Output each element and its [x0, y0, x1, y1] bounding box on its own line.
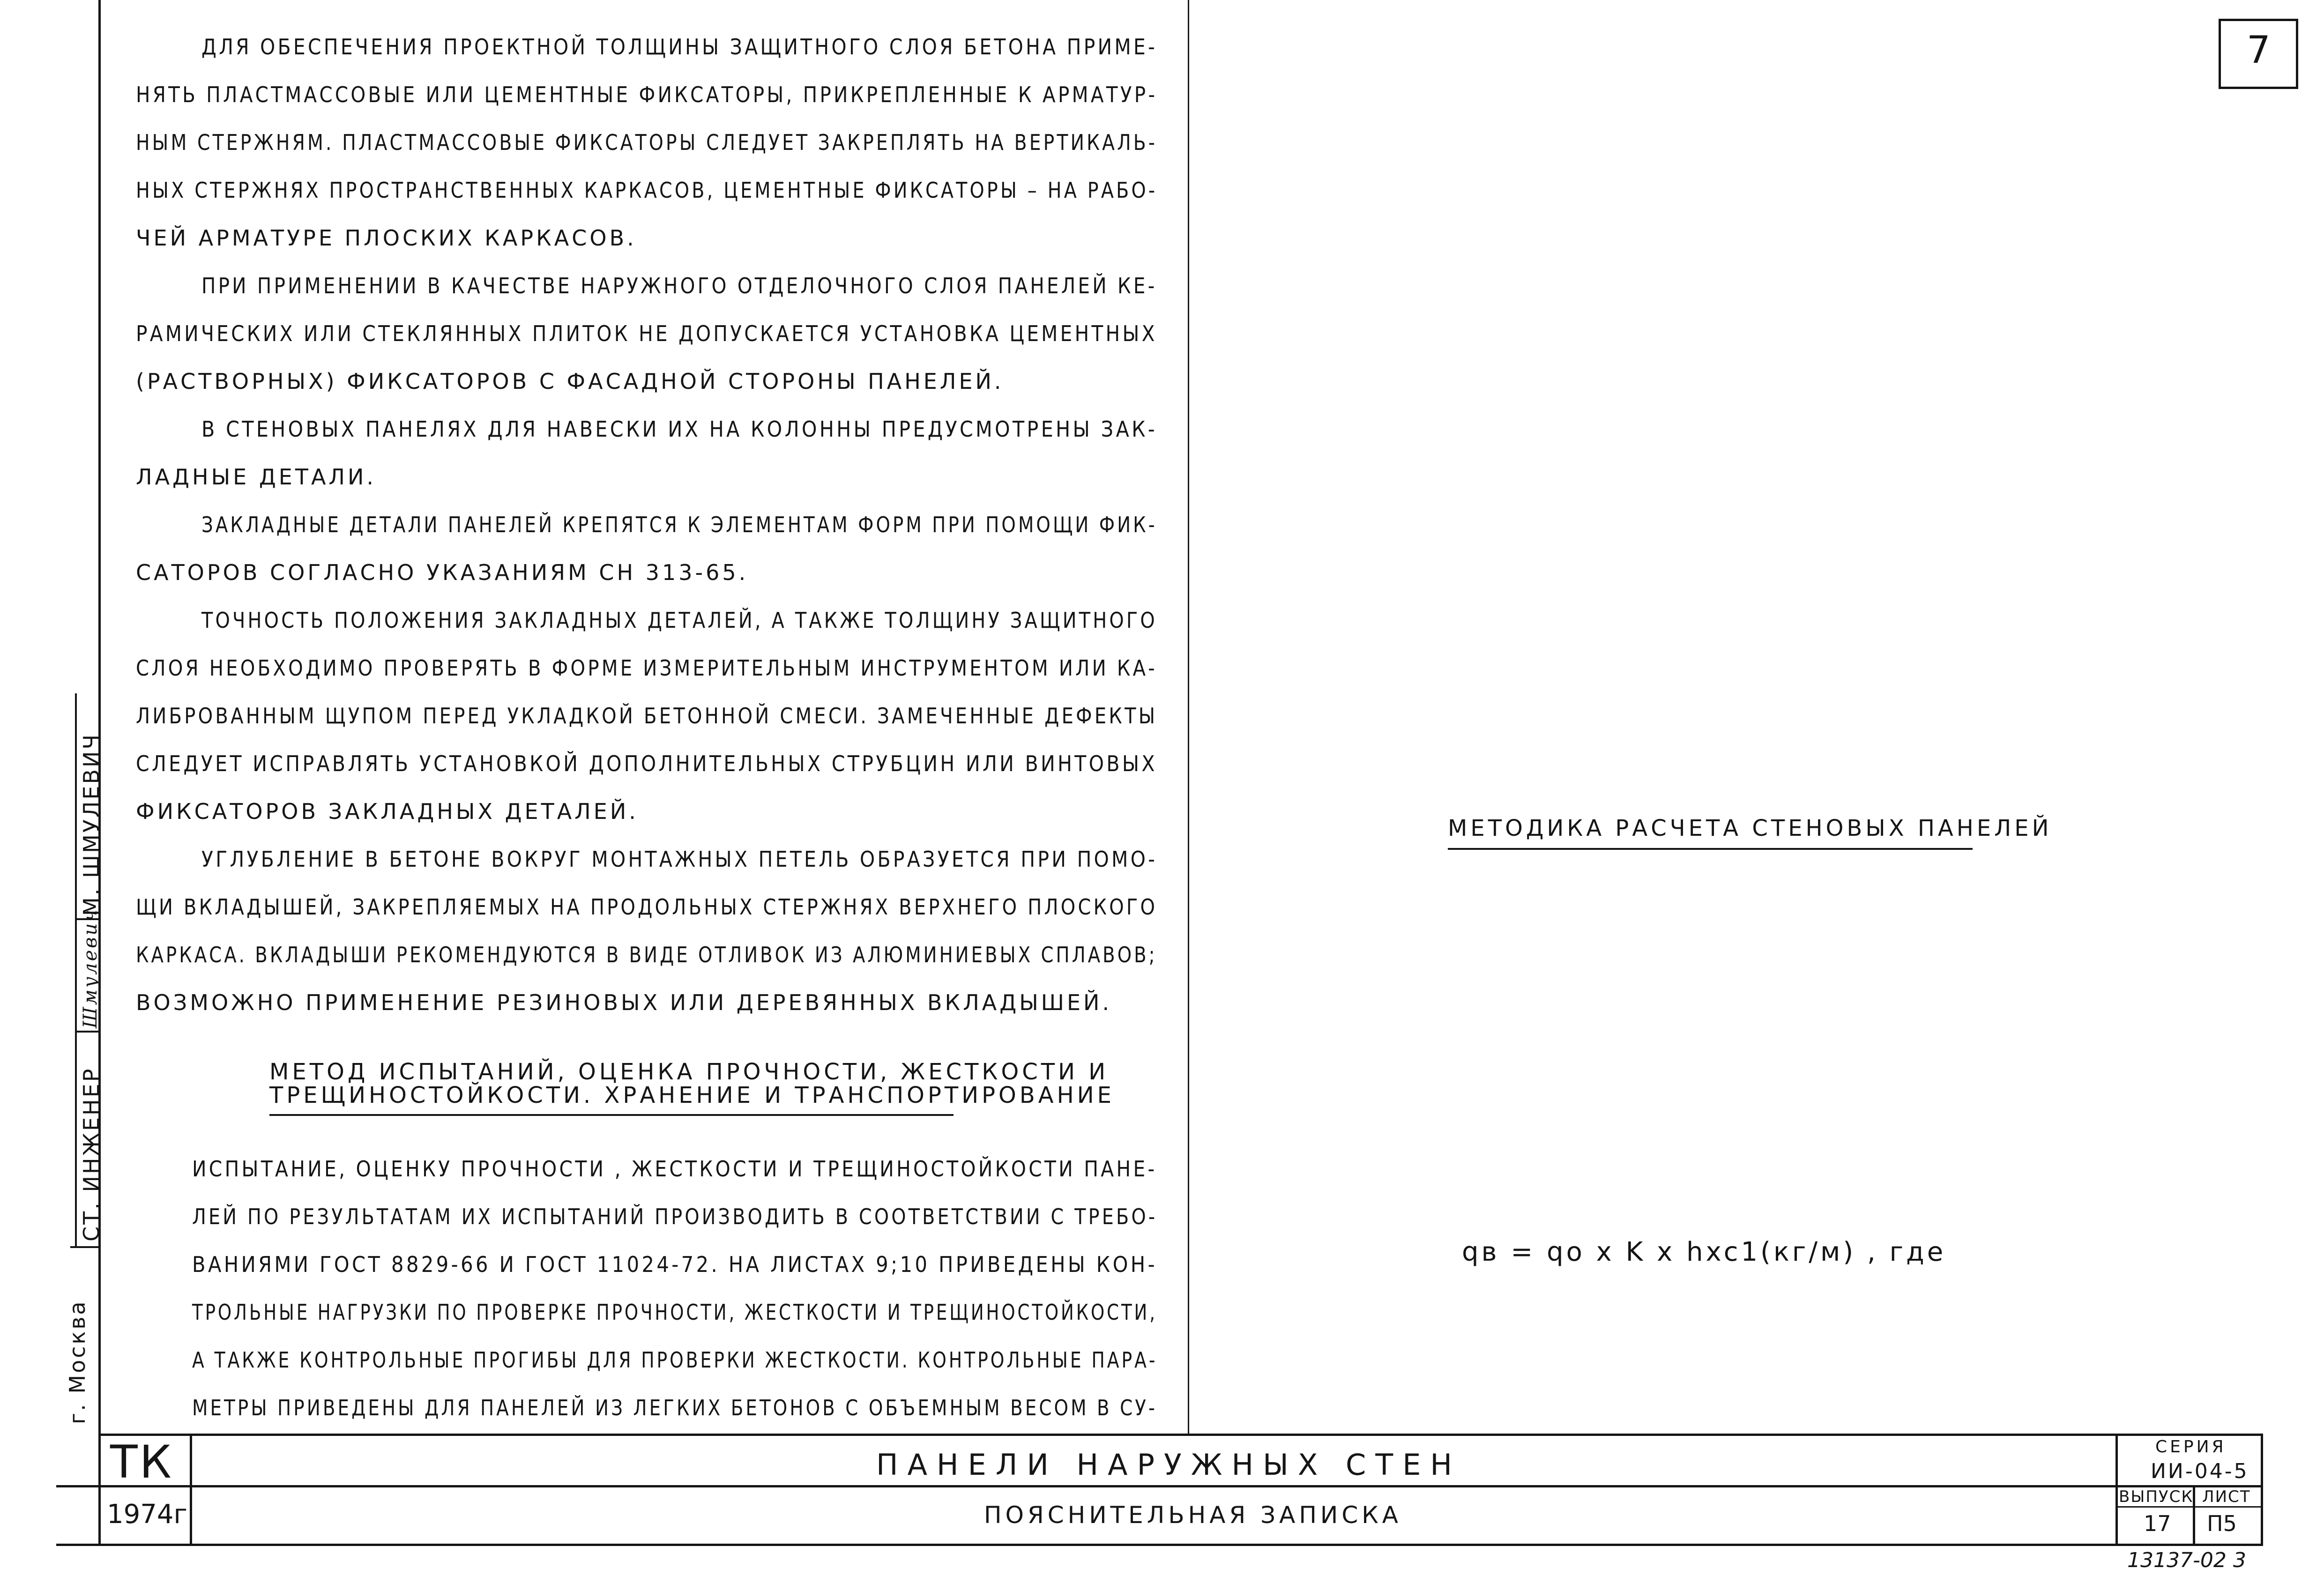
left-column-line: НЫХ СТЕРЖНЯХ ПРОСТРАНСТВЕННЫХ КАРКАСОВ, ЦЕМЕНТНЫЕ ФИКСАТОРЫ – НА РАБО- [136, 178, 1158, 203]
left-column-line: НЫМ СТЕРЖНЯМ. ПЛАСТМАССОВЫЕ ФИКСАТОРЫ СЛЕДУЕТ ЗАКРЕПЛЯТЬ НА ВЕРТИКАЛЬ- [136, 130, 1158, 155]
left-column-2-line: А ТАКЖЕ КОНТРОЛЬНЫЕ ПРОГИБЫ ДЛЯ ПРОВЕРКИ ЖЕСТКОСТИ. КОНТРОЛЬНЫЕ ПАРА- [192, 1347, 1158, 1373]
title-block-series-divider [2115, 1434, 2118, 1546]
left-column-line: ЧЕЙ АРМАТУРЕ ПЛОСКИХ КАРКАСОВ. [136, 225, 637, 251]
left-section-heading-line2: ТРЕЩИНОСТОЙКОСТИ. ХРАНЕНИЕ И ТРАНСПОРТИРОВАНИЕ [269, 1082, 1115, 1108]
left-column-line: В СТЕНОВЫХ ПАНЕЛЯХ ДЛЯ НАВЕСКИ ИХ НА КОЛОННЫ ПРЕДУСМОТРЕНЫ ЗАК- [201, 416, 1158, 442]
left-column-line: САТОРОВ СОГЛАСНО УКАЗАНИЯМ СН 313-65. [136, 560, 749, 585]
left-column-line: УГЛУБЛЕНИЕ В БЕТОНЕ ВОКРУГ МОНТАЖНЫХ ПЕТЕЛЬ ОБРАЗУЕТСЯ ПРИ ПОМО- [201, 847, 1158, 872]
left-column-line: ЩИ ВКЛАДЫШЕЙ, ЗАКРЕПЛЯЕМЫХ НА ПРОДОЛЬНЫХ СТЕРЖНЯХ ВЕРХНЕГО ПЛОСКОГО [136, 894, 1158, 920]
left-column-2-line: ЛЕЙ ПО РЕЗУЛЬТАТАМ ИХ ИСПЫТАНИЙ ПРОИЗВОДИТЬ В СООТВЕТСТВИИ С ТРЕБО- [192, 1204, 1158, 1229]
year: 1974г [107, 1499, 187, 1530]
left-column-line: ЗАКЛАДНЫЕ ДЕТАЛИ ПАНЕЛЕЙ КРЕПЯТСЯ К ЭЛЕМЕНТАМ ФОРМ ПРИ ПОМОЩИ ФИК- [201, 512, 1157, 537]
left-column-line: ДЛЯ ОБЕСПЕЧЕНИЯ ПРОЕКТНОЙ ТОЛЩИНЫ ЗАЩИТНОГО СЛОЯ БЕТОНА ПРИМЕ- [201, 34, 1158, 59]
stamp-city: г. Москва [65, 1300, 90, 1424]
sheet-value: П5 [2207, 1511, 2237, 1536]
issue-value: 17 [2144, 1511, 2171, 1536]
left-column-2-line: ВАНИЯМИ ГОСТ 8829-66 И ГОСТ 11024-72. НА ЛИСТАХ 9;10 ПРИВЕДЕНЫ КОН- [192, 1252, 1158, 1277]
document-title: ПАНЕЛИ НАРУЖНЫХ СТЕН [876, 1448, 1461, 1482]
series-value: ИИ-04-5 [2151, 1459, 2249, 1483]
left-column-line: КАРКАСА. ВКЛАДЫШИ РЕКОМЕНДУЮТСЯ В ВИДЕ ОТЛИВОК ИЗ АЛЮМИНИЕВЫХ СПЛАВОВ; [136, 942, 1157, 967]
center-divider-line [1188, 0, 1189, 1434]
bottom-code: 13137-02 3 [2127, 1548, 2246, 1572]
left-column-line: (РАСТВОРНЫХ) ФИКСАТОРОВ С ФАСАДНОЙ СТОРОНЫ ПАНЕЛЕЙ. [136, 369, 1004, 394]
left-column-line: ВОЗМОЖНО ПРИМЕНЕНИЕ РЕЗИНОВЫХ ИЛИ ДЕРЕВЯННЫХ ВКЛАДЫШЕЙ. [136, 990, 1112, 1015]
sheet-label: ЛИСТ [2202, 1487, 2251, 1506]
document-subtitle: ПОЯСНИТЕЛЬНАЯ ЗАПИСКА [984, 1501, 1402, 1529]
left-column-line: ТОЧНОСТЬ ПОЛОЖЕНИЯ ЗАКЛАДНЫХ ДЕТАЛЕЙ, А ТАКЖЕ ТОЛЩИНУ ЗАЩИТНОГО [201, 608, 1157, 633]
title-block-bottom-ext [56, 1544, 98, 1546]
left-column-line: РАМИЧЕСКИХ ИЛИ СТЕКЛЯННЫХ ПЛИТОК НЕ ДОПУСКАЕТСЯ УСТАНОВКА ЦЕМЕНТНЫХ [136, 321, 1157, 346]
left-column-2-line: МЕТРЫ ПРИВЕДЕНЫ ДЛЯ ПАНЕЛЕЙ ИЗ ЛЕГКИХ БЕТОНОВ С ОБЪЕМНЫМ ВЕСОМ В СУ- [192, 1395, 1158, 1420]
right-heading-underline [1448, 848, 1973, 850]
left-column-2-line: ИСПЫТАНИЕ, ОЦЕНКУ ПРОЧНОСТИ , ЖЕСТКОСТИ И ТРЕЩИНОСТОЙКОСТИ ПАНЕ- [192, 1156, 1157, 1182]
left-column-line: ЛАДНЫЕ ДЕТАЛИ. [136, 464, 377, 490]
issue-label: ВЫПУСК [2119, 1487, 2194, 1506]
left-column-line: ЛИБРОВАННЫМ ЩУПОМ ПЕРЕД УКЛАДКОЙ БЕТОННОЙ СМЕСИ. ЗАМЕЧЕННЫЕ ДЕФЕКТЫ [136, 703, 1158, 728]
left-section-heading-line1: МЕТОД ИСПЫТАНИЙ, ОЦЕНКА ПРОЧНОСТИ, ЖЕСТКОСТИ И [269, 1059, 1109, 1085]
stamp-divider-2 [75, 1031, 98, 1033]
stamp-name: М. ШМУЛЕВИЧ [79, 733, 104, 916]
title-block-mid-line [56, 1485, 2263, 1487]
stamp-line-inner [75, 693, 77, 1246]
left-column-line: СЛОЯ НЕОБХОДИМО ПРОВЕРЯТЬ В ФОРМЕ ИЗМЕРИТЕЛЬНЫМ ИНСТРУМЕНТОМ ИЛИ КА- [136, 655, 1158, 681]
stamp-divider-3 [70, 1246, 98, 1248]
left-column-2-line: ТРОЛЬНЫЕ НАГРУЗКИ ПО ПРОВЕРКЕ ПРОЧНОСТИ, ЖЕСТКОСТИ И ТРЕЩИНОСТОЙКОСТИ, [192, 1300, 1157, 1325]
right-section-heading: МЕТОДИКА РАСЧЕТА СТЕНОВЫХ ПАНЕЛЕЙ [1448, 815, 2052, 841]
title-block-org-divider [190, 1434, 192, 1546]
formula: qв = qо x K x hxc1(кг/м) , где [1462, 1237, 1946, 1267]
page-number: 7 [2247, 28, 2271, 72]
left-column-line: СЛЕДУЕТ ИСПРАВЛЯТЬ УСТАНОВКОЙ ДОПОЛНИТЕЛЬНЫХ СТРУБЦИН ИЛИ ВИНТОВЫХ [136, 751, 1157, 776]
left-column-line: ПРИ ПРИМЕНЕНИИ В КАЧЕСТВЕ НАРУЖНОГО ОТДЕЛОЧНОГО СЛОЯ ПАНЕЛЕЙ КЕ- [201, 273, 1157, 298]
stamp-position: СТ. ИНЖЕНЕР [79, 1067, 104, 1241]
left-column-line: НЯТЬ ПЛАСТМАССОВЫЕ ИЛИ ЦЕМЕНТНЫЕ ФИКСАТОРЫ, ПРИКРЕПЛЕННЫЕ К АРМАТУР- [136, 82, 1158, 107]
left-heading-underline [269, 1114, 953, 1116]
title-block-issue-line [2115, 1506, 2263, 1508]
series-label: СЕРИЯ [2155, 1437, 2227, 1457]
left-column-line: ФИКСАТОРОВ ЗАКЛАДНЫХ ДЕТАЛЕЙ. [136, 799, 639, 824]
org-code: ТК [110, 1436, 173, 1488]
stamp-signature: Шмулевич [80, 907, 101, 1028]
